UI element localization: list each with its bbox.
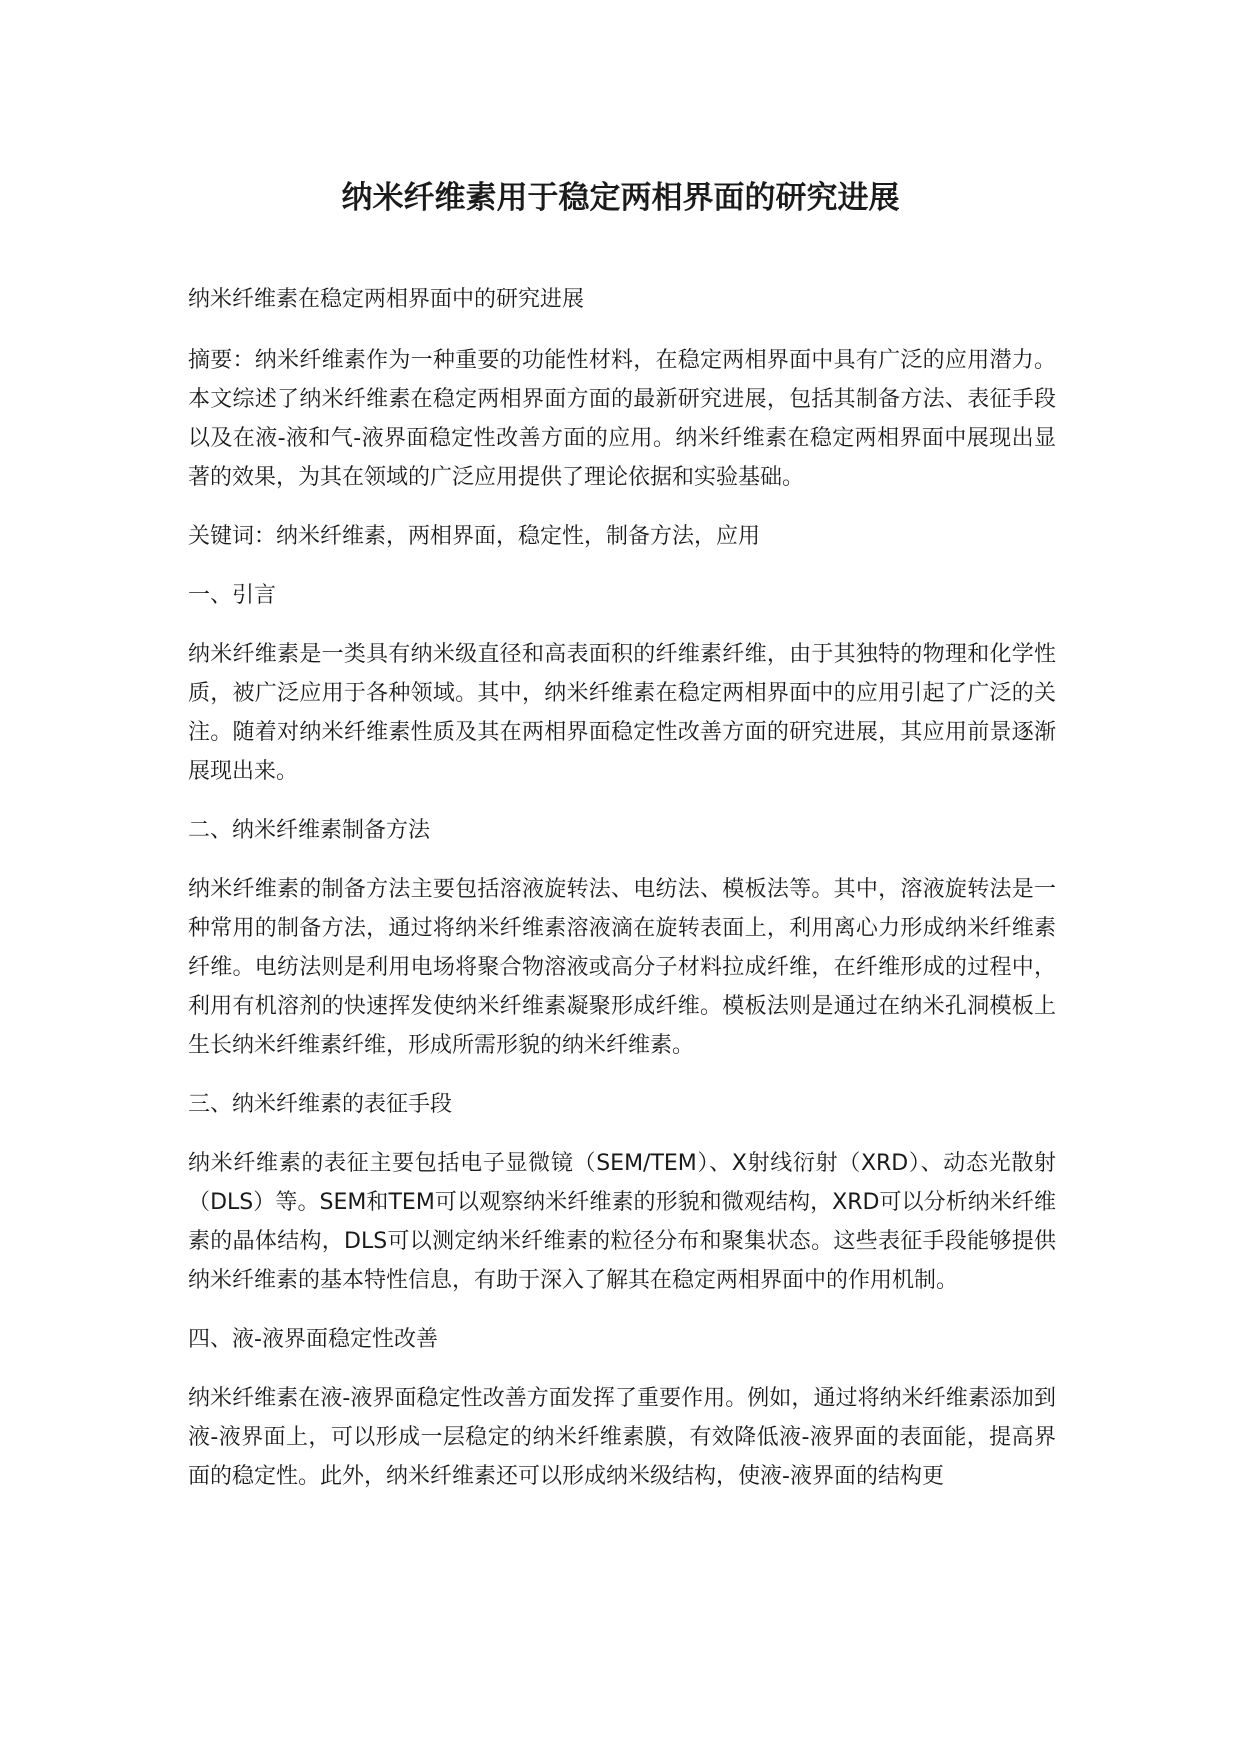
abstract-paragraph: 摘要：纳米纤维素作为一种重要的功能性材料，在稳定两相界面中具有广泛的应用潜力。本文综述了纳米纤维素在稳定两相界面方面的最新研究进展，包括其制备方法、表征手段以及在液-液和气-液界面稳定性改善方面的应用。纳米纤维素在稳定两相界面中展现出显著的效果，为其在领域的广泛应用提供了理论依据和实验基础。 bbox=[188, 348, 1056, 490]
keywords-paragraph: 关键词：纳米纤维素，两相界面，稳定性，制备方法，应用 bbox=[188, 524, 761, 549]
document-title: 纳米纤维素用于稳定两相界面的研究进展 bbox=[341, 180, 900, 216]
section-body-characterization: 纳米纤维素的表征主要包括电子显微镜（SEM/TEM）、X射线衍射（XRD）、动态光散射（DLS）等。SEM和TEM可以观察纳米纤维素的形貌和微观结构，XRD可以分析纳米纤维素的晶体结构，DLS可以测定纳米纤维素的粒径分布和聚集状态。这些表征手段能够提供纳米纤维素的基本特性信息，有助于深入了解其在稳定两相界面中的作用机制。 bbox=[188, 1151, 1056, 1293]
section-heading-characterization: 三、纳米纤维素的表征手段 bbox=[188, 1092, 453, 1117]
section-body-preparation: 纳米纤维素的制备方法主要包括溶液旋转法、电纺法、模板法等。其中，溶液旋转法是一种常用的制备方法，通过将纳米纤维素溶液滴在旋转表面上，利用离心力形成纳米纤维素纤维。电纺法则是利用电场将聚合物溶液或高分子材料拉成纤维，在纤维形成的过程中，利用有机溶剂的快速挥发使纳米纤维素凝聚形成纤维。模板法则是通过在纳米孔洞模板上生长纳米纤维素纤维，形成所需形貌的纳米纤维素。 bbox=[188, 877, 1056, 1058]
document-subtitle: 纳米纤维素在稳定两相界面中的研究进展 bbox=[188, 287, 585, 312]
section-heading-liquid-liquid: 四、液-液界面稳定性改善 bbox=[188, 1327, 438, 1352]
section-body-liquid-liquid: 纳米纤维素在液-液界面稳定性改善方面发挥了重要作用。例如，通过将纳米纤维素添加到液-液界面上，可以形成一层稳定的纳米纤维素膜，有效降低液-液界面的表面能，提高界面的稳定性。此外，纳米纤维素还可以形成纳米级结构，使液-液界面的结构更 bbox=[188, 1386, 1056, 1489]
section-heading-introduction: 一、引言 bbox=[188, 583, 277, 608]
section-heading-preparation: 二、纳米纤维素制备方法 bbox=[188, 818, 431, 843]
document-body bbox=[188, 280, 1056, 1516]
section-body-introduction: 纳米纤维素是一类具有纳米级直径和高表面积的纤维素纤维，由于其独特的物理和化学性质，被广泛应用于各种领域。其中，纳米纤维素在稳定两相界面中的应用引起了广泛的关注。随着对纳米纤维素性质及其在两相界面稳定性改善方面的研究进展，其应用前景逐渐展现出来。 bbox=[188, 642, 1056, 784]
